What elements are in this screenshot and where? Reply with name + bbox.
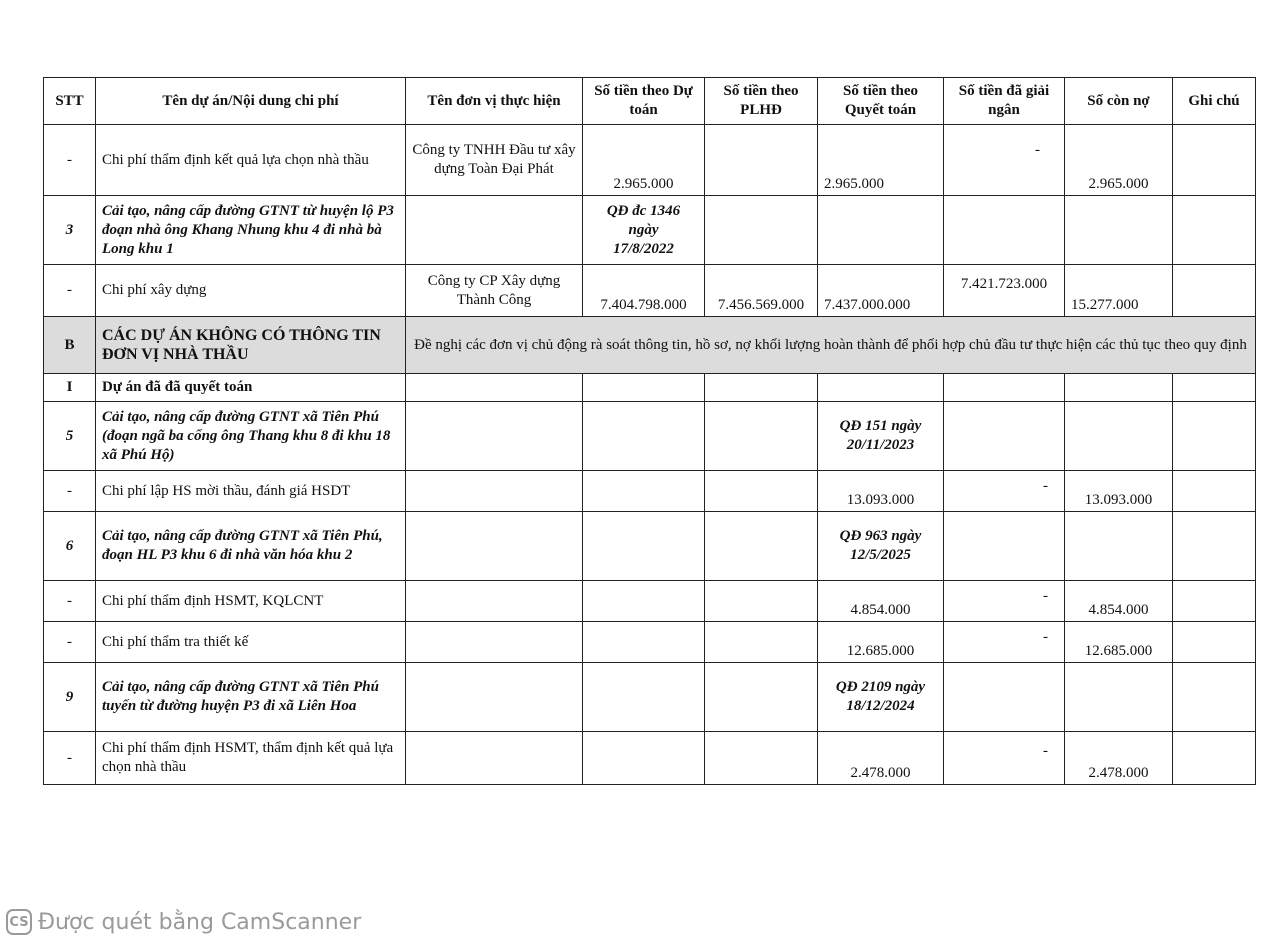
cell-settlement	[818, 196, 944, 265]
table-row	[44, 265, 1256, 317]
cell-disbursed: -	[944, 622, 1065, 663]
cell-disbursed: -	[944, 732, 1065, 785]
header-disbursed: Số tiền đã giải ngân	[944, 78, 1065, 125]
cell-settlement: QĐ 963 ngày 12/5/2025	[818, 512, 944, 581]
cell-stt: 9	[44, 663, 96, 732]
cost-table	[43, 77, 1256, 785]
cell-disbursed: -	[944, 581, 1065, 622]
header-note: Ghi chú	[1173, 78, 1256, 125]
cell-settlement: QĐ 151 ngày 20/11/2023	[818, 402, 944, 471]
camscanner-logo-icon: CS	[6, 909, 32, 935]
table-row	[44, 374, 1256, 402]
cell-content: Chi phí thẩm tra thiết kế	[96, 622, 406, 663]
cell-content: Cải tạo, nâng cấp đường GTNT từ huyện lộ P3 đoạn nhà ông Khang Nhung khu 4 đi nhà bà Long khu 1	[96, 196, 406, 265]
cell-unit: Công ty TNHH Đầu tư xây dựng Toàn Đại Phát	[406, 125, 583, 196]
table-row	[44, 196, 1256, 265]
table-row	[44, 732, 1256, 785]
cell-stt: B	[44, 317, 96, 374]
table-row	[44, 663, 1256, 732]
section-row-b	[44, 317, 1256, 374]
header-settlement: Số tiền theo Quyết toán	[818, 78, 944, 125]
cell-disbursed: 7.421.723.000	[944, 265, 1065, 317]
cell-estimate: 7.404.798.000	[583, 265, 705, 317]
cell-settlement: 13.093.000	[818, 471, 944, 512]
cell-settlement: 7.437.000.000	[818, 265, 944, 317]
cell-note	[1173, 265, 1256, 317]
header-row	[44, 78, 1256, 125]
cell-settlement: QĐ 2109 ngày 18/12/2024	[818, 663, 944, 732]
cell-section-note: Đề nghị các đơn vị chủ động rà soát thông tin, hồ sơ, nợ khối lượng hoàn thành để phối hợp chủ đầu tư thực hiện các thủ tục theo quy định	[406, 317, 1256, 374]
cell-unit	[406, 196, 583, 265]
watermark-text: Được quét bằng CamScanner	[38, 909, 362, 935]
cell-note	[1173, 196, 1256, 265]
cell-content: Chi phí thẩm định kết quả lựa chọn nhà thầu	[96, 125, 406, 196]
header-estimate: Số tiền theo Dự toán	[583, 78, 705, 125]
cell-content: Dự án đã đã quyết toán	[96, 374, 406, 402]
table-row	[44, 581, 1256, 622]
cell-content: Chi phí lập HS mời thầu, đánh giá HSDT	[96, 471, 406, 512]
cell-debt: 15.277.000	[1065, 265, 1173, 317]
cell-content: Cải tạo, nâng cấp đường GTNT xã Tiên Phú, đoạn HL P3 khu 6 đi nhà văn hóa khu 2	[96, 512, 406, 581]
cell-content: Chi phí thẩm định HSMT, KQLCNT	[96, 581, 406, 622]
cell-debt	[1065, 196, 1173, 265]
cell-debt: 2.478.000	[1065, 732, 1173, 785]
table-row	[44, 125, 1256, 196]
cell-content: Cải tạo, nâng cấp đường GTNT xã Tiên Phú tuyến từ đường huyện P3 đi xã Liên Hoa	[96, 663, 406, 732]
cell-plhd: 7.456.569.000	[705, 265, 818, 317]
cell-plhd	[705, 125, 818, 196]
cell-disbursed: -	[944, 471, 1065, 512]
cell-settlement: 12.685.000	[818, 622, 944, 663]
cell-settlement: 2.478.000	[818, 732, 944, 785]
header-plhd: Số tiền theo PLHĐ	[705, 78, 818, 125]
cell-content: CÁC DỰ ÁN KHÔNG CÓ THÔNG TIN ĐƠN VỊ NHÀ THẦU	[96, 317, 406, 374]
cell-stt: 6	[44, 512, 96, 581]
cell-unit: Công ty CP Xây dựng Thành Công	[406, 265, 583, 317]
cell-content: Cải tạo, nâng cấp đường GTNT xã Tiên Phú (đoạn ngã ba cổng ông Thang khu 8 đi khu 18 xã Phú Hộ)	[96, 402, 406, 471]
cell-content: Chi phí xây dựng	[96, 265, 406, 317]
cell-debt: 12.685.000	[1065, 622, 1173, 663]
cell-stt: -	[44, 125, 96, 196]
table-row	[44, 512, 1256, 581]
table-row	[44, 622, 1256, 663]
header-unit: Tên đơn vị thực hiện	[406, 78, 583, 125]
cell-stt: 5	[44, 402, 96, 471]
cell-debt: 13.093.000	[1065, 471, 1173, 512]
cell-disbursed: -	[944, 125, 1065, 196]
header-debt: Số còn nợ	[1065, 78, 1173, 125]
cell-estimate: QĐ đc 1346 ngày 17/8/2022	[583, 196, 705, 265]
header-project-name: Tên dự án/Nội dung chi phí	[96, 78, 406, 125]
cell-stt: -	[44, 471, 96, 512]
cell-settlement: 2.965.000	[818, 125, 944, 196]
table-row	[44, 402, 1256, 471]
cell-stt: -	[44, 622, 96, 663]
cell-stt: -	[44, 581, 96, 622]
camscanner-watermark	[6, 906, 361, 938]
cell-settlement: 4.854.000	[818, 581, 944, 622]
cell-stt: -	[44, 265, 96, 317]
table-row	[44, 471, 1256, 512]
cell-plhd	[705, 196, 818, 265]
cell-note	[1173, 125, 1256, 196]
cell-stt: 3	[44, 196, 96, 265]
cell-stt: -	[44, 732, 96, 785]
cell-stt: I	[44, 374, 96, 402]
cell-disbursed	[944, 196, 1065, 265]
cell-debt: 4.854.000	[1065, 581, 1173, 622]
cell-debt: 2.965.000	[1065, 125, 1173, 196]
cell-content: Chi phí thẩm định HSMT, thẩm định kết quả lựa chọn nhà thầu	[96, 732, 406, 785]
header-stt: STT	[44, 78, 96, 125]
cell-estimate: 2.965.000	[583, 125, 705, 196]
